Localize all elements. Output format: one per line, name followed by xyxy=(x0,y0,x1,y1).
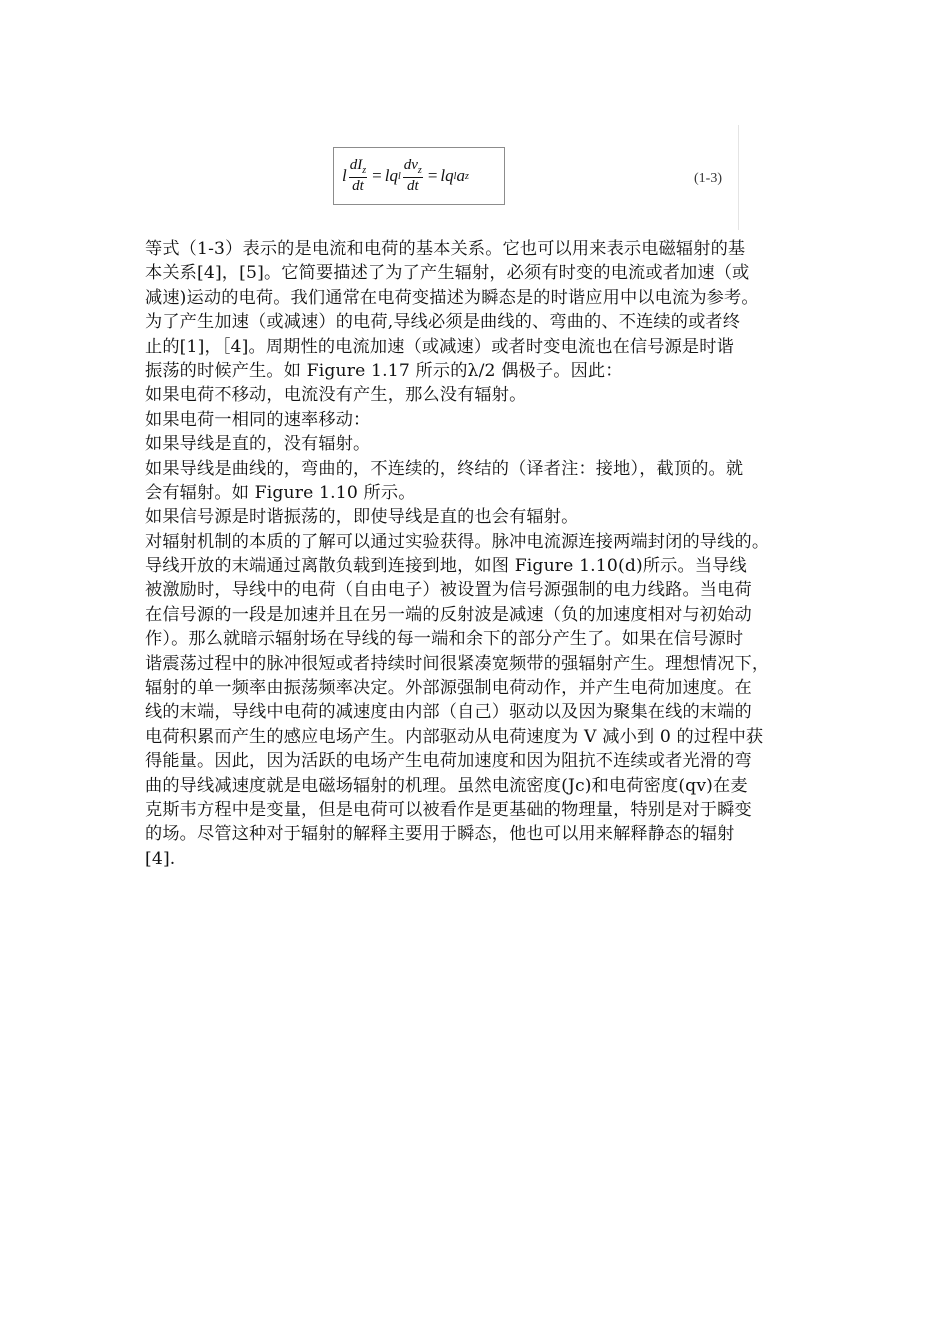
equation-rhs-q: lq xyxy=(440,166,454,185)
frac-dv-sub: z xyxy=(417,165,422,176)
text-line: 等式（1-3）表示的是电流和电荷的基本关系。它也可以用来表示电磁辐射的基 xyxy=(145,239,746,259)
equals-sign-2: = xyxy=(427,166,438,185)
fraction-di-dt xyxy=(349,158,367,194)
text-line: [4]. xyxy=(145,848,176,869)
text-line: 克斯韦方程中是变量，但是电荷可以被看作是更基础的物理量，特别是对于瞬变 xyxy=(145,799,752,820)
frac-di-den: dt xyxy=(352,178,364,194)
text-line: 在信号源的一段是加速并且在另一端的反射波是减速（负的加速度相对与初始动 xyxy=(145,604,752,625)
body-text xyxy=(145,237,825,871)
text-line: 如果导线是直的，没有辐射。 xyxy=(145,434,371,455)
text-line: 止的[1]，［4]。周期性的电流加速（或减速）或者时变电流也在信号源是时谐 xyxy=(145,336,734,357)
text-line: 本关系[4]，[5]。它简要描述了为了产生辐射，必须有时变的电流或者加速（或 xyxy=(145,263,750,284)
equation-lhs-prefix: l xyxy=(342,166,347,185)
text-line: 为了产生加速（或减速）的电荷,导线必须是曲线的、弯曲的、不连续的或者终 xyxy=(145,312,741,333)
equation-1-3 xyxy=(333,147,505,205)
text-line: 作）。那么就暗示辐射场在导线的每一端和余下的部分产生了。如果在信号源时 xyxy=(145,629,744,650)
text-line: 振荡的时候产生。如 Figure 1.17 所示的λ/2 偶极子。因此： xyxy=(145,360,623,381)
text-line: 谐震荡过程中的脉冲很短或者持续时间很紧凑宽频带的强辐射产生。理想情况下， xyxy=(145,653,770,674)
text-line: 如果电荷不移动，电流没有产生，那么没有辐射。 xyxy=(145,385,527,406)
frac-di-sub: z xyxy=(362,165,367,176)
text-line: 辐射的单一频率由振荡频率决定。外部源强制电荷动作，并产生电荷加速度。在 xyxy=(145,678,752,699)
text-line: 如果导线是曲线的，弯曲的，不连续的，终结的（译者注：接地），截顶的。就 xyxy=(145,458,744,479)
text-line: 如果信号源是时谐振荡的，即使导线是直的也会有辐射。 xyxy=(145,507,579,528)
frac-dv-den: dt xyxy=(406,178,419,194)
equation-mid-prefix: lq xyxy=(384,166,398,185)
text-line: 线的末端，导线中电荷的减速度由内部（自己）驱动以及因为聚集在线的末端的 xyxy=(145,702,752,723)
equation-number: (1-3) xyxy=(694,171,722,186)
equation-rhs-a-sub: z xyxy=(464,170,469,182)
text-line: 电荷积累而产生的感应电场产生。内部驱动从电荷速度为 V 减小到 0 的过程中获 xyxy=(145,726,764,747)
text-line: 对辐射机制的本质的了解可以通过实验获得。脉冲电流源连接两端封闭的导线的。 xyxy=(145,531,770,552)
equals-sign-1: = xyxy=(372,166,382,185)
equation-rhs-q-sub: l xyxy=(453,170,457,182)
text-line: 导线开放的末端通过离散负载到连接到地，如图 Figure 1.10(d)所示。当导线 xyxy=(145,556,747,577)
text-line: 得能量。因此，因为活跃的电场产生电荷加速度和因为阻抗不连续或者光滑的弯 xyxy=(145,751,752,772)
equation-mid-sub: l xyxy=(397,170,401,182)
text-line: 的场。尽管这种对于辐射的解释主要用于瞬态，他也可以用来解释静态的辐射 xyxy=(145,824,735,845)
text-line: 减速)运动的电荷。我们通常在电荷变描述为瞬态是的时谐应用中以电流为参考。 xyxy=(145,287,759,308)
fraction-dv-dt xyxy=(403,158,423,194)
frac-dv-num: dv xyxy=(403,157,418,173)
page-edge-rule xyxy=(738,125,739,230)
equation-rhs-a: a xyxy=(456,166,465,185)
text-line: 曲的导线减速度就是电磁场辐射的机理。虽然电流密度(Jc)和电荷密度(qv)在麦 xyxy=(145,775,748,796)
text-line: 会有辐射。如 Figure 1.10 所示。 xyxy=(145,482,416,503)
text-line: 如果电荷一相同的速率移动： xyxy=(145,409,371,430)
text-line: 被激励时，导线中的电荷（自由电子）被设置为信号源强制的电力线路。当电荷 xyxy=(145,580,752,601)
frac-di-num: dI xyxy=(349,157,363,173)
